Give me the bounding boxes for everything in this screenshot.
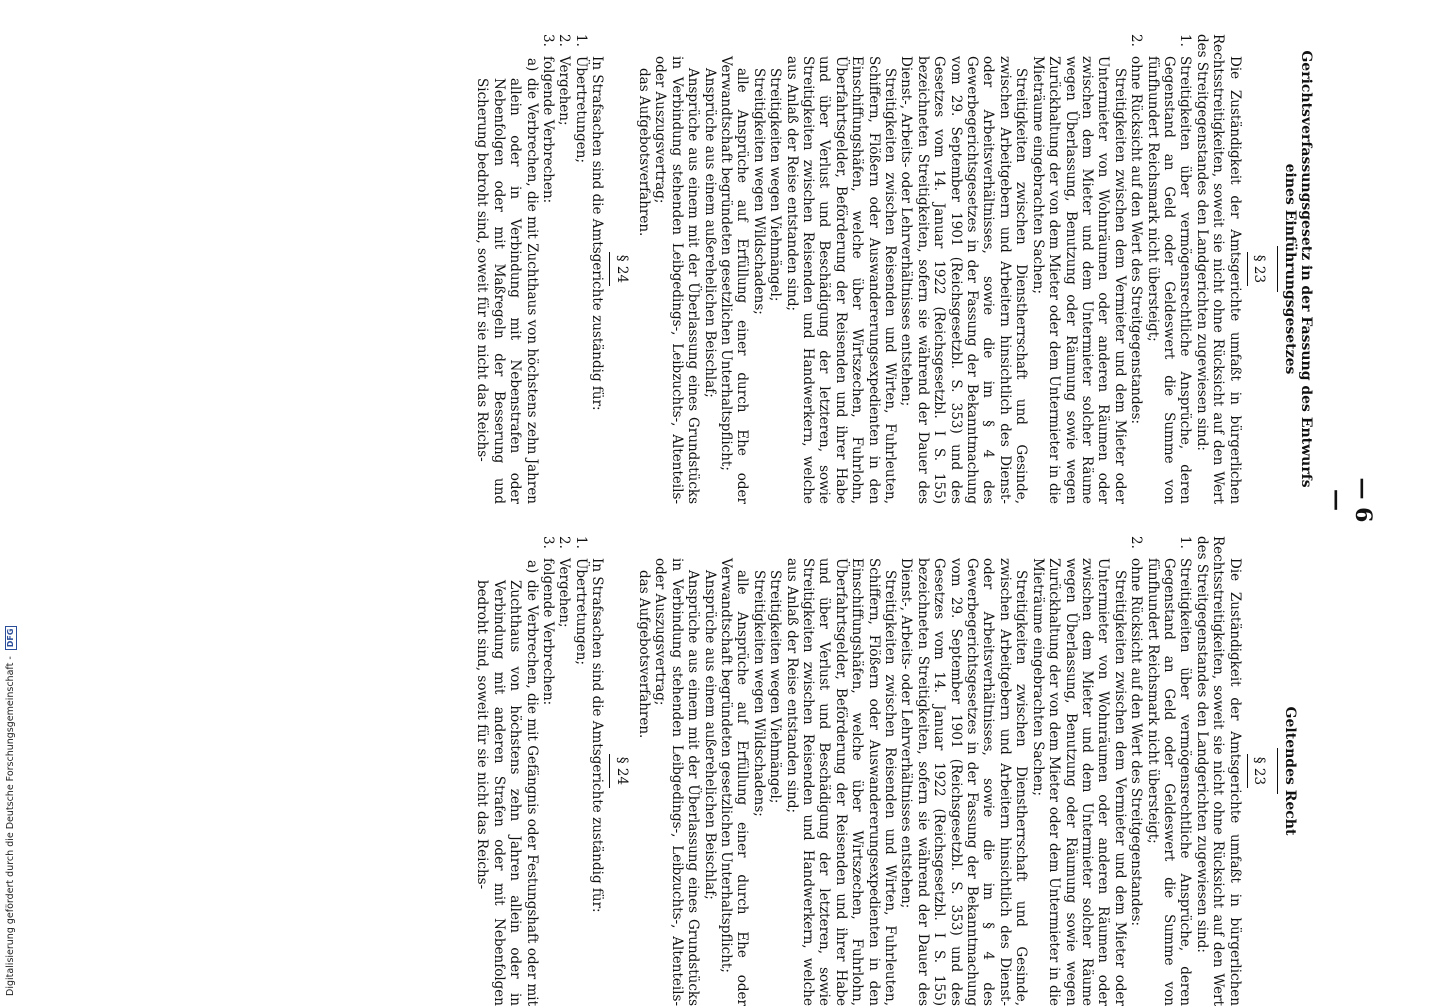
list-item xyxy=(1128,536,1144,1006)
section-intro: In Strafsachen sind die Amtsgerichte zuständig für: xyxy=(589,558,606,913)
item-text: Vergehen; xyxy=(556,56,573,126)
list-item xyxy=(1144,34,1193,504)
section-rule xyxy=(1247,754,1248,788)
section-title: § 23 xyxy=(1251,756,1267,786)
dfg-logo-icon: DFG xyxy=(5,626,17,651)
item-text: ohne Rücksicht auf den Wert des Streitgegenstandes: xyxy=(1128,56,1145,425)
list-item xyxy=(1144,536,1193,1006)
item-text: Streitigkeiten über vermögensrechtliche Ansprüche, deren Gegenstand an Geld oder Geldeswert die Summe von fünfhundert Reichsmark nicht übersteigt; xyxy=(1144,56,1194,504)
paragraph: Streitigkeiten zwischen Reisenden und Wirten, Fuhrleuten, Schiffern, Flößern oder Auswandererungsexpedienten in den Einschiffungshäfen, welche über Wirtszechen, Fuhrlohn, Überfahrtsgelder, Beförderung der Reisenden und ihrer Habe und über Verlust und Beschädigung der letzteren, sowie Streitigkeiten zwischen Reisenden und Handwerkern, welche aus Anlaß der Reise entstanden sind; xyxy=(783,56,899,504)
paragraph: Ansprüche aus einem außerehelichen Beischlaf; xyxy=(701,570,718,900)
paragraph: alle Ansprüche auf Erfüllung einer durch Ehe oder Verwandtschaft begründeten gesetzlichen Unterhaltspflicht; xyxy=(718,558,751,1006)
item-text: Streitigkeiten über vermögensrechtliche Ansprüche, deren Gegenstand an Geld oder Geldeswert die Summe von fünfhundert Reichsmark nicht übersteigt; xyxy=(1144,558,1194,1006)
current-law-column xyxy=(474,536,1314,1006)
section-intro: Die Zuständigkeit der Amtsgerichte umfaßt in bürgerlichen Rechtsstreitigkeiten, soweit sie nicht ohne Rücksicht auf den Wert des Streitgegenstandes den Landgerichten zugewiesen sind: xyxy=(1193,34,1243,504)
paragraph: Ansprüche aus einem mit der Überlassung eines Grundstücks in Verbindung stehenden Leibgedings-, Leibzuchts-, Altenteils- oder Auszugsvertrag; xyxy=(652,558,702,1006)
header-rule xyxy=(1277,748,1278,794)
paragraph: Ansprüche aus einem außerehelichen Beischlaf; xyxy=(701,68,718,398)
paragraph: Streitigkeiten zwischen Dienstherrschaft und Gesinde, zwischen Arbeitgebern und Arbeitern hinsichtlich des Dienst- oder Arbeitsverhältnisses, sowie die im § 4 des Gewerbegerichtsgesetzes in der Fassung der Bekanntmachung vom 29. September 1901 (Reichsgesetzbl. S. 353) und des Gesetzes vom 14. Januar 1922 (Reichsgesetzbl. I S. 155) bezeichneten Streitigkeiten, sofern sie während der Dauer des Dienst-, Arbeits- oder Lehrverhältnisses entstehen; xyxy=(898,558,1030,1006)
section-rule xyxy=(609,252,610,286)
section-rule xyxy=(1247,252,1248,286)
paragraph: Streitigkeiten zwischen Reisenden und Wirten, Fuhrleuten, Schiffern, Flößern oder Auswandererungsexpedienten in den Einschiffungshäfen, welche über Wirtszechen, Fuhrlohn, Überfahrtsgelder, Beförderung der Reisenden und ihrer Habe und über Verlust und Beschädigung der letzteren, sowie Streitigkeiten zwischen Reisenden und Handwerkern, welche aus Anlaß der Reise entstanden sind; xyxy=(783,558,899,1006)
item-text: ohne Rücksicht auf den Wert des Streitgegenstandes: xyxy=(1128,558,1145,927)
sub-list-item xyxy=(474,536,540,1006)
item-text: Übertretungen; xyxy=(572,56,589,164)
list-item xyxy=(556,34,572,504)
paragraph: Streitigkeiten zwischen dem Vermieter und dem Mieter oder Untermieter von Wohnräumen oder anderen Räumen oder zwischen dem Mieter und dem Untermieter solcher Räume wegen Überlassung, Benutzung oder Räumung sowie wegen Zurückhaltung der von dem Mieter oder dem Untermieter in die Mieträume eingebrachten Sachen; xyxy=(1029,56,1128,504)
credit-text: Digitalisierung gefördert durch die Deutsche Forschungsgemeinschaft - xyxy=(5,656,16,996)
section-title: § 24 xyxy=(613,254,630,284)
paragraph: alle Ansprüche auf Erfüllung einer durch Ehe oder Verwandtschaft begründeten gesetzlichen Unterhaltspflicht; xyxy=(718,56,751,504)
item-text: Vergehen; xyxy=(556,558,573,628)
sub-list-item xyxy=(474,34,540,504)
list-item xyxy=(540,536,556,1006)
draft-column xyxy=(474,34,1314,504)
item-number: 2. xyxy=(556,536,573,549)
item-number: 1. xyxy=(1177,536,1194,549)
item-text: folgende Verbrechen: xyxy=(539,558,556,706)
page-number: — 6 — xyxy=(1324,477,1376,523)
section-title: § 24 xyxy=(613,756,630,786)
list-item xyxy=(1128,34,1144,504)
item-number: 1. xyxy=(572,34,589,47)
paragraph: Ansprüche aus einem mit der Überlassung eines Grundstücks in Verbindung stehenden Leibgedings-, Leibzuchts-, Altenteils- oder Auszugsvertrag; xyxy=(652,56,702,504)
column-header-current-law: Geltendes Recht xyxy=(1282,706,1298,836)
item-number: 1. xyxy=(1177,34,1194,47)
item-number: 2. xyxy=(1128,536,1145,549)
section-title: § 23 xyxy=(1251,254,1267,284)
item-number: 1. xyxy=(572,536,589,549)
paragraph: das Aufgebotsverfahren. xyxy=(635,570,652,739)
section-intro: In Strafsachen sind die Amtsgerichte zuständig für: xyxy=(589,56,606,411)
item-text: die Verbrechen, die mit Gefängnis oder Festungshaft oder mit Zuchthaus von höchstens zehn Jahren allein oder in Verbindung mit anderen Strafen oder mit Nebenfolgen bedroht sind, soweit für sie nicht das Reichs- xyxy=(474,580,540,1006)
paragraph: das Aufgebotsverfahren. xyxy=(635,68,652,237)
list-item xyxy=(572,536,588,1006)
item-number: 2. xyxy=(556,34,573,47)
item-number: 3. xyxy=(539,536,556,549)
list-item xyxy=(572,34,588,504)
paragraph: Streitigkeiten wegen Viehmängel; xyxy=(767,570,784,804)
paragraph: Streitigkeiten wegen Viehmängel; xyxy=(767,68,784,302)
list-item xyxy=(540,34,556,504)
paragraph: Streitigkeiten zwischen dem Vermieter und dem Mieter oder Untermieter von Wohnräumen oder anderen Räumen oder zwischen dem Mieter und dem Untermieter solcher Räume wegen Überlassung, Benutzung oder Räumung sowie wegen Zurückhaltung der von dem Mieter oder dem Untermieter in die Mieträume eingebrachten Sachen; xyxy=(1029,558,1128,1006)
item-letter: a) xyxy=(523,58,540,72)
paragraph: Streitigkeiten wegen Wildschadens; xyxy=(750,68,767,315)
paragraph: Streitigkeiten zwischen Dienstherrschaft und Gesinde, zwischen Arbeitgebern und Arbeitern hinsichtlich des Dienst- oder Arbeitsverhältnisses, sowie die im § 4 des Gewerbegerichtsgesetzes in der Fassung der Bekanntmachung vom 29. September 1901 (Reichsgesetzbl. S. 353) und des Gesetzes vom 14. Januar 1922 (Reichsgesetzbl. I S. 155) bezeichneten Streitigkeiten, sofern sie während der Dauer des Dienst-, Arbeits- oder Lehrverhältnisses entstehen; xyxy=(898,56,1030,504)
item-letter: a) xyxy=(523,560,540,574)
column-header-draft: Gerichtsverfassungsgesetz in der Fassung des Entwurfs eines Einführungsgesetzes xyxy=(1282,50,1314,488)
item-number: 3. xyxy=(539,34,556,47)
header-rule xyxy=(1277,246,1278,292)
section-rule xyxy=(609,754,610,788)
section-intro: Die Zuständigkeit der Amtsgerichte umfaßt in bürgerlichen Rechtsstreitigkeiten, soweit sie nicht ohne Rücksicht auf den Wert des Streitgegenstandes den Landgerichten zugewiesen sind: xyxy=(1193,536,1243,1006)
item-text: Übertretungen; xyxy=(572,558,589,666)
item-number: 2. xyxy=(1128,34,1145,47)
list-item xyxy=(556,536,572,1006)
item-text: die Verbrechen, die mit Zuchthaus von höchstens zehn Jahren allein oder in Verbindung mit Nebenstrafen oder Nebenfolgen oder mit Maßregeln der Besserung und Sicherung bedroht sind, soweit für sie nicht das Reichs- xyxy=(474,78,540,504)
paragraph: Streitigkeiten wegen Wildschadens; xyxy=(750,570,767,817)
item-text: folgende Verbrechen: xyxy=(539,56,556,204)
digitization-credit xyxy=(4,606,18,996)
